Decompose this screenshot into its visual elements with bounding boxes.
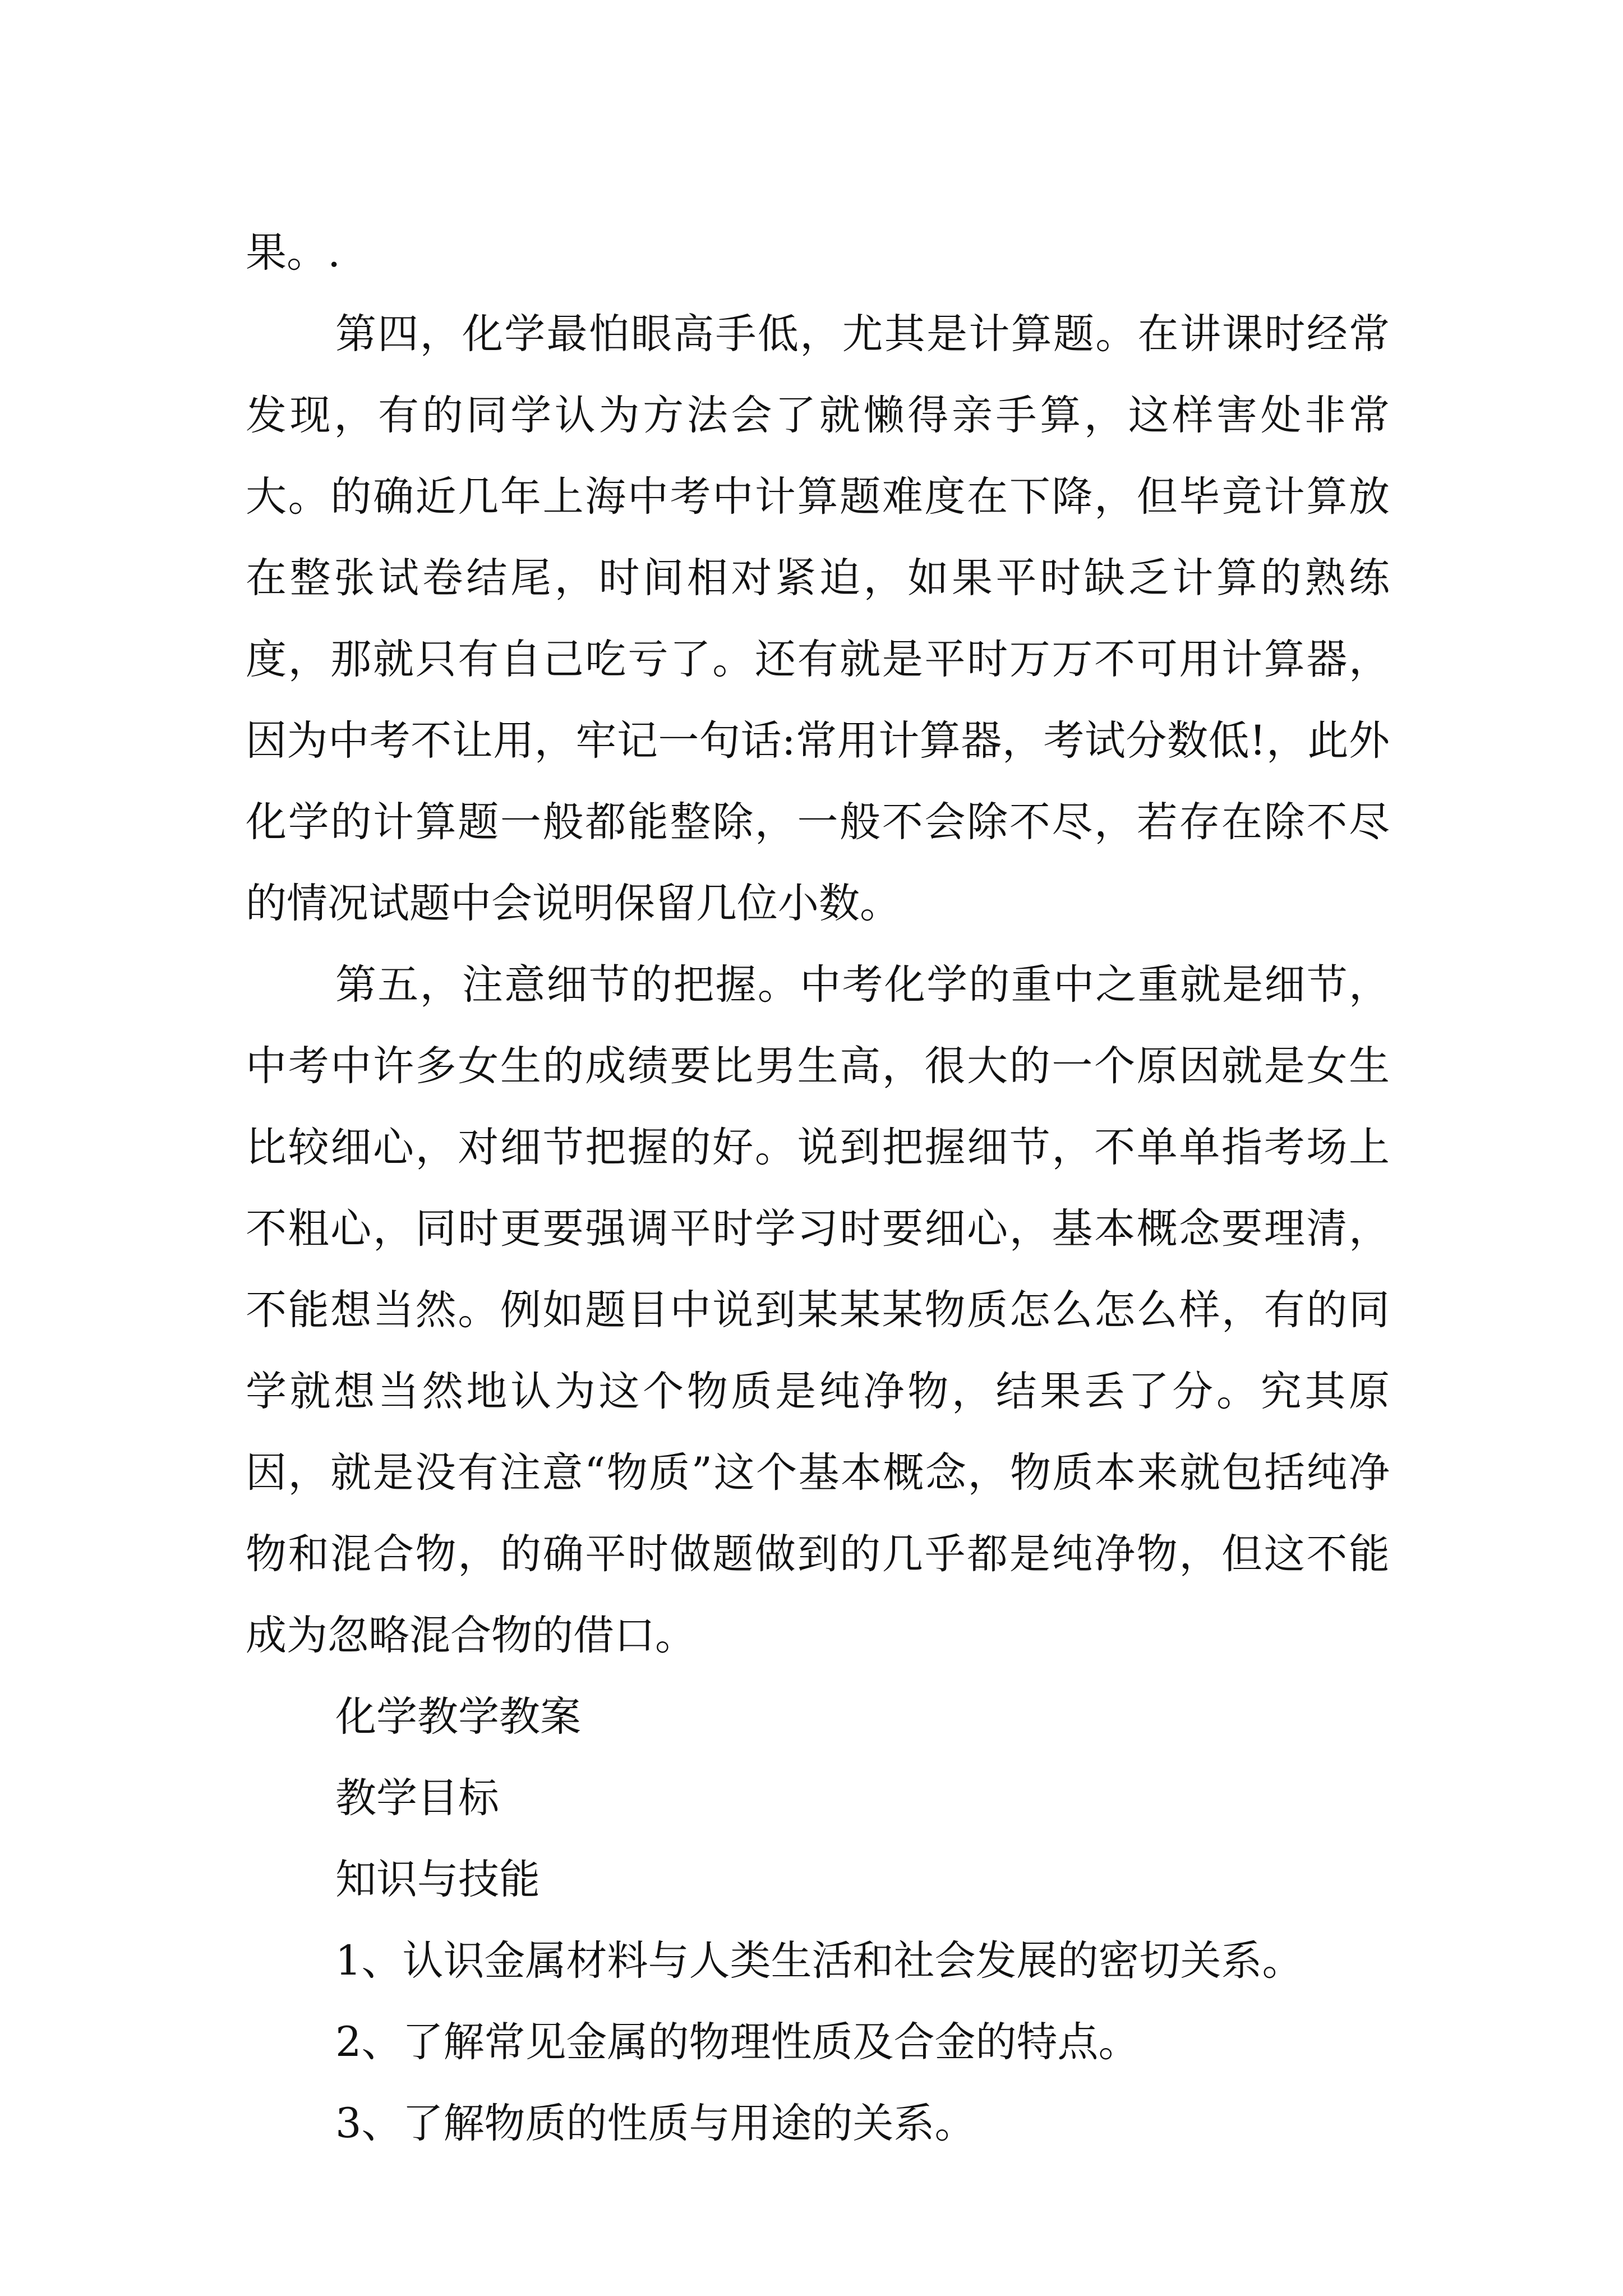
paragraph-continuation: 果。.	[246, 229, 341, 277]
paragraph-point-five: 第五，注意细节的把握。中考化学的重中之重就是细节，中考中许多女生的成绩要比男生高，很大的一个原因就是女生比较细心，对细节把握的好。说到把握细节，不单单指考场上不粗心，同时更要强调平时学习时要细心，基本概念要理清，不能想当然。例如题目中说到某某某物质怎么怎么样，有的同学就想当然地认为这个物质是纯净物，结果丢了分。究其原因，就是没有注意“物质”这个基本概念，物质本来就包括纯净物和混合物，的确平时做题做到的几乎都是纯净物，但这不能成为忽略混合物的借口。	[246, 961, 1390, 1659]
section-subheading-knowledge-skills: 知识与技能	[335, 1856, 540, 1903]
list-item: 2、了解常见金属的物理性质及合金的特点。	[335, 2018, 1140, 2066]
section-heading-objectives: 教学目标	[335, 1774, 499, 1822]
list-item: 1、认识金属材料与人类生活和社会发展的密切关系。	[335, 1937, 1303, 1985]
paragraph-point-four: 第四，化学最怕眼高手低，尤其是计算题。在讲课时经常发现，有的同学认为方法会了就懒得亲手算，这样害处非常大。的确近几年上海中考中计算题难度在下降，但毕竟计算放在整张试卷结尾，时间相对紧迫，如果平时缺乏计算的熟练度，那就只有自己吃亏了。还有就是平时万万不可用计算器，因为中考不让用，牢记一句话:常用计算器，考试分数低!，此外化学的计算题一般都能整除，一般不会除不尽，若存在除不尽的情况试题中会说明保留几位小数。	[246, 310, 1390, 927]
document-body	[246, 212, 1390, 2164]
list-item: 3、了解物质的性质与用途的关系。	[335, 2100, 976, 2147]
section-title: 化学教学教案	[335, 1693, 581, 1741]
